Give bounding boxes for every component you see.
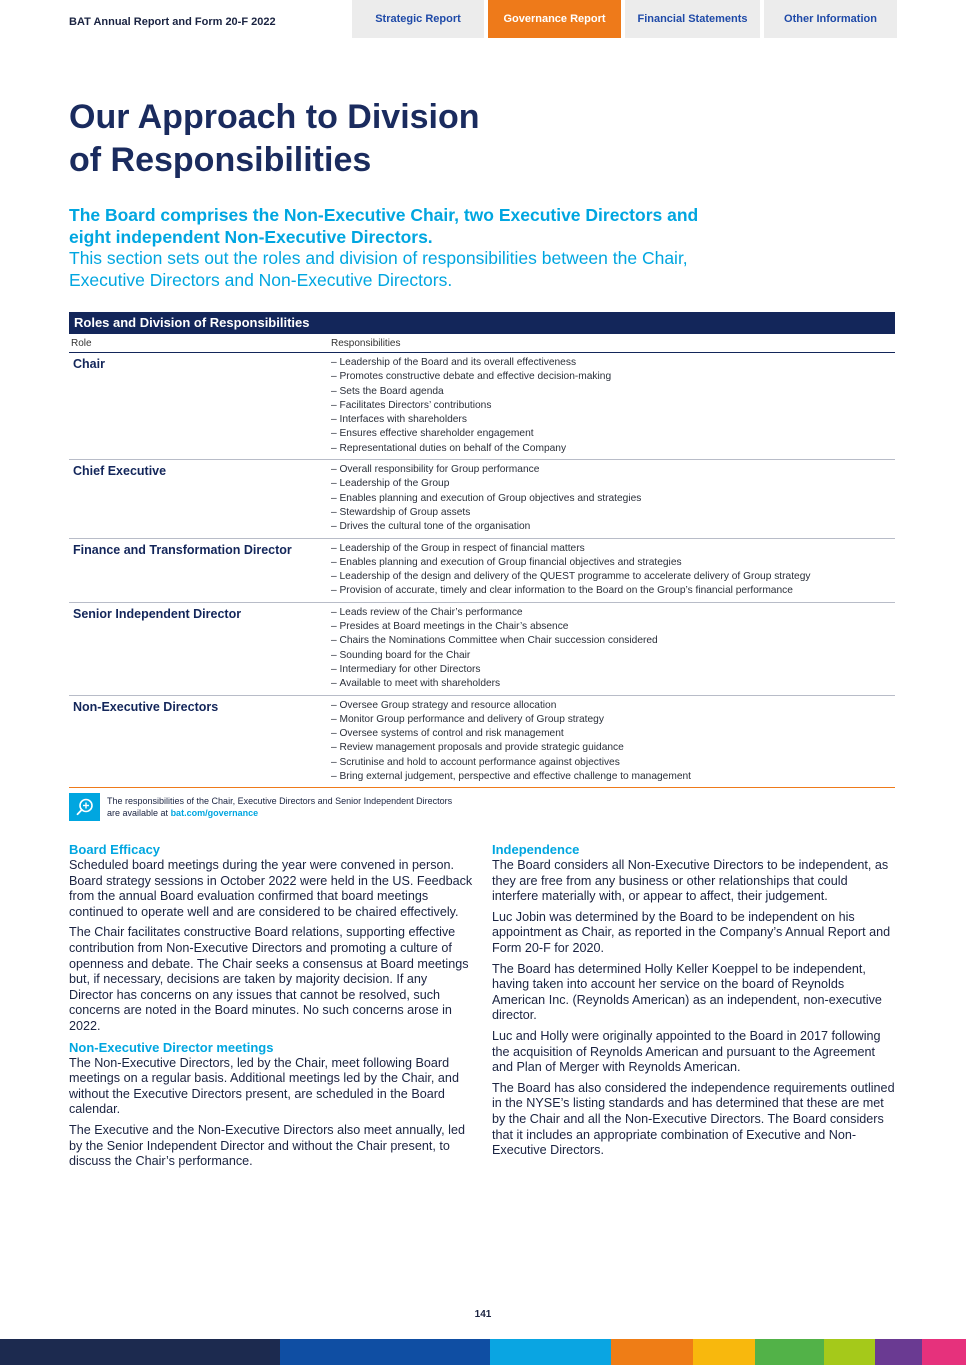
list-item: – Oversee systems of control and risk management (331, 727, 691, 741)
role-name: Non-Executive Directors (73, 699, 219, 714)
color-segment (922, 1339, 966, 1365)
column-header-responsibilities: Responsibilities (331, 338, 401, 349)
list-item: – Stewardship of Group assets (331, 506, 641, 520)
table-row (69, 353, 895, 460)
zoom-plus-icon[interactable] (69, 793, 100, 821)
paragraph: The Non-Executive Directors, led by the Chair, meet following Board meetings on a regular basis. Additional meetings led by the Chair, and without the Executive Directors present, are scheduled in the Board calendar. (69, 1055, 459, 1117)
color-segment (0, 1339, 280, 1365)
list-item: – Leadership of the design and delivery of the QUEST programme to accelerate delivery of Group strategy (331, 570, 810, 584)
color-segment (490, 1339, 611, 1365)
list-item: – Enables planning and execution of Group financial objectives and strategies (331, 556, 810, 570)
list-item: – Provision of accurate, timely and clear information to the Board on the Group’s financial performance (331, 584, 810, 598)
section-nav (352, 0, 901, 38)
paragraph: Scheduled board meetings during the year were convened in person. Board strategy sessions in October 2022 were held in the US. Feedback from the annual Board evaluation confirmed that board meetings continued to operate well and are considered to be chaired effectively. (69, 858, 473, 919)
list-item: – Leadership of the Group (331, 477, 641, 491)
table-row (69, 539, 895, 603)
page-number: 141 (474, 1309, 492, 1320)
list-item: – Interfaces with shareholders (331, 413, 611, 427)
color-segment (824, 1339, 875, 1365)
responsibility-list (331, 463, 641, 534)
paragraph: Luc and Holly were originally appointed to the Board in 2017 following the acquisition of Reynolds American and pursuant to the Agreement and Plan of Merger with Reynolds American. (492, 1028, 881, 1075)
governance-note (69, 793, 452, 821)
note-line-1: The responsibilities of the Chair, Executive Directors and Senior Independent Directors (107, 796, 453, 806)
column-header-role: Role (71, 338, 92, 349)
role-name: Senior Independent Director (73, 606, 242, 621)
color-segment (875, 1339, 922, 1365)
color-segment (693, 1339, 755, 1365)
list-item: – Ensures effective shareholder engagement (331, 427, 611, 441)
table-row (69, 696, 895, 789)
color-segment (755, 1339, 824, 1365)
report-title: BAT Annual Report and Form 20-F 2022 (69, 16, 276, 28)
roles-table (69, 312, 895, 788)
list-item: – Chairs the Nominations Committee when Chair succession considered (331, 634, 658, 648)
section-heading-board-efficacy: Board Efficacy (69, 842, 161, 857)
list-item: – Presides at Board meetings in the Chair’s absence (331, 620, 658, 634)
list-item: – Leads review of the Chair’s performance (331, 606, 658, 620)
list-item: – Review management proposals and provide strategic guidance (331, 741, 691, 755)
left-column (69, 842, 474, 1175)
section-heading-independence: Independence (492, 842, 580, 857)
list-item: – Leadership of the Group in respect of financial matters (331, 542, 810, 556)
note-prefix: are available at (107, 807, 169, 818)
list-item: – Sets the Board agenda (331, 385, 611, 399)
paragraph: Luc Jobin was determined by the Board to be independent on his appointment as Chair, as reported in the Company’s Annual Report and Form 20-F for 2020. (492, 909, 891, 955)
color-segment (611, 1339, 693, 1365)
tab-governance-report[interactable]: Governance Report (488, 0, 621, 38)
responsibility-list (331, 606, 658, 692)
list-item: – Promotes constructive debate and effective decision-making (331, 370, 611, 384)
paragraph: The Board has also considered the independence requirements outlined in the NYSE’s listing standards and has determined that these are met by the Chair and all the Non-Executive Directors. The Board considers that it includes an appropriate combination of Executive and Non-Executive Directors. (492, 1080, 895, 1158)
role-name: Chief Executive (73, 464, 167, 479)
list-item: – Scrutinise and hold to account performance against objectives (331, 756, 691, 770)
list-item: – Oversee Group strategy and resource allocation (331, 699, 691, 713)
paragraph: The Board considers all Non-Executive Directors to be independent, as they are free from any business or other relationships that could interfere materially with, or appear to affect, their judgement. (492, 858, 889, 904)
page-title (69, 96, 629, 182)
tab-other-information[interactable]: Other Information (764, 0, 897, 38)
right-column (492, 842, 897, 1164)
list-item: – Monitor Group performance and delivery of Group strategy (331, 713, 691, 727)
paragraph: The Board has determined Holly Keller Koeppel to be independent, having taken into account her service on the board of Reynolds American Inc. (Reynolds American) as an independent, non-executive director. (492, 961, 882, 1023)
note-text (107, 793, 452, 819)
page-title-line-2: of Responsibilities (69, 141, 372, 179)
list-item: – Leadership of the Board and its overall effectiveness (331, 356, 611, 370)
list-item: – Facilitates Directors’ contributions (331, 399, 611, 413)
role-name: Chair (73, 357, 105, 371)
list-item: – Overall responsibility for Group performance (331, 463, 641, 477)
intro-bold: The Board comprises the Non-Executive Chair, two Executive Directors and eight independent Non-Executive Directors. (69, 205, 699, 247)
role-name: Finance and Transformation Director (73, 542, 292, 557)
list-item: – Drives the cultural tone of the organisation (331, 520, 641, 534)
list-item: – Enables planning and execution of Group objectives and strategies (331, 492, 641, 506)
list-item: – Sounding board for the Chair (331, 649, 658, 663)
governance-link[interactable]: bat.com/governance (170, 807, 259, 818)
intro-text: This section sets out the roles and division of responsibilities between the Chair, Executive Directors and Non-Executive Directors. (69, 248, 688, 290)
table-row (69, 603, 895, 696)
tab-strategic-report[interactable]: Strategic Report (352, 0, 484, 38)
section-heading-ned-meetings: Non-Executive Director meetings (69, 1039, 274, 1055)
note-line-2 (107, 808, 452, 820)
tab-financial-statements[interactable]: Financial Statements (625, 0, 760, 38)
page-title-line-1: Our Approach to Division (69, 98, 480, 136)
responsibility-list (331, 356, 611, 456)
intro (69, 205, 709, 291)
table-row (69, 460, 895, 538)
table-column-headers (69, 334, 895, 353)
color-segment (280, 1339, 490, 1365)
responsibility-list (331, 699, 691, 785)
list-item: – Intermediary for other Directors (331, 663, 658, 677)
footer-color-bar (0, 1339, 966, 1365)
list-item: – Available to meet with shareholders (331, 677, 658, 691)
paragraph: The Chair facilitates constructive Board relations, supporting effective contribution from Non-Executive Directors and promoting a culture of openness and debate. The Chair seeks a consensus at Board meetings but, if necessary, decisions are taken by majority decision. If any Director has concerns on any issues that cannot be resolved, such concerns are noted in the Board minutes. No such concerns arose in 2022. (69, 925, 469, 1033)
list-item: – Representational duties on behalf of the Company (331, 442, 611, 456)
list-item: – Bring external judgement, perspective and effective challenge to management (331, 770, 691, 784)
table-title: Roles and Division of Responsibilities (69, 312, 895, 334)
responsibility-list (331, 542, 810, 599)
paragraph: The Executive and the Non-Executive Directors also meet annually, led by the Senior Independent Director and without the Chair present, to discuss the Chair’s performance. (69, 1122, 465, 1169)
